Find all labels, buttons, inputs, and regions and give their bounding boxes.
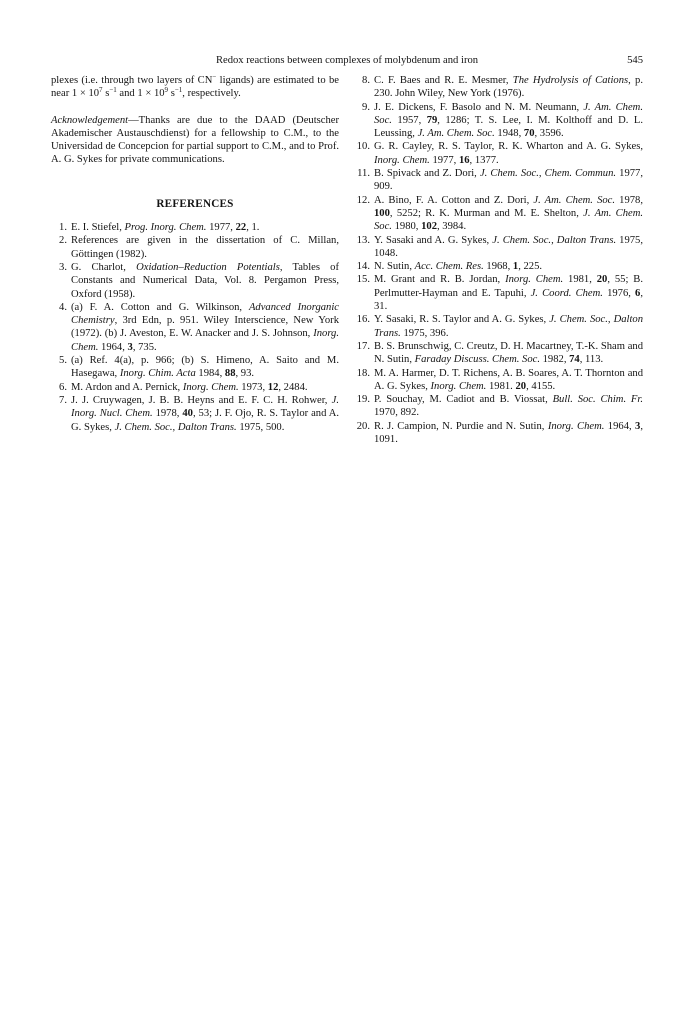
reference-item bbox=[353, 194, 643, 234]
text-run: 1976, bbox=[602, 287, 636, 299]
italic-text: Inorg. Chem. bbox=[505, 274, 564, 286]
text-run: 1981. bbox=[486, 380, 516, 392]
text-run: , 3rd Edn, p. 951. Wiley Interscience, New York (1972). (b) J. Aveston, E. W. Anacker and J. S. Johnson, bbox=[71, 315, 339, 340]
bold-text: 102 bbox=[421, 221, 437, 233]
text-run: and 1 × 10 bbox=[116, 88, 165, 100]
reference-number: 13. bbox=[356, 234, 370, 246]
reference-number: 5. bbox=[59, 355, 67, 367]
italic-text: Inorg. Chem. bbox=[182, 381, 239, 393]
text-run: M. Grant and R. B. Jordan, bbox=[374, 274, 506, 286]
text-run: 1975, 1048. bbox=[374, 234, 643, 259]
bold-text: 88 bbox=[224, 368, 236, 380]
italic-text: J. Coord. Chem. bbox=[530, 287, 603, 299]
superscript: 9 bbox=[164, 86, 169, 95]
left-column bbox=[51, 74, 339, 434]
bold-text: 100 bbox=[374, 207, 390, 219]
bold-text: 40 bbox=[182, 408, 193, 420]
italic-text: Bull. Soc. Chim. Fr. bbox=[552, 394, 643, 406]
text-run: M. A. Harmer, D. T. Richens, A. B. Soares, A. T. Thornton and A. G. Sykes, bbox=[374, 367, 643, 392]
reference-number: 9. bbox=[362, 101, 370, 113]
bold-text: 6 bbox=[635, 287, 641, 299]
acknowledgement-text: —Thanks are due to the DAAD (Deutscher Akademischer Austauschdienst) for a fellowship to C.M., to the Universidad de Concepcion for partial support to C.M., and to Prof. A. G. Sykes for private communications. bbox=[51, 114, 339, 166]
text-run: Y. Sasaki and A. G. Sykes, bbox=[374, 234, 493, 246]
italic-text: Inorg. Chem. bbox=[430, 380, 487, 392]
bold-text: 1 bbox=[512, 261, 519, 273]
text-run: M. Ardon and A. Pernick, bbox=[71, 381, 183, 393]
text-run: , 1. bbox=[246, 222, 260, 234]
text-run: 1978, bbox=[615, 194, 644, 206]
text-run: , 93. bbox=[235, 368, 255, 380]
text-run: R. J. Campion, N. Purdie and N. Sutin, bbox=[374, 420, 548, 432]
text-run: ligands) are estimated to be near 1 × 10 bbox=[51, 75, 339, 100]
italic-text: J. Chem. Soc., Dalton Trans. bbox=[374, 314, 644, 339]
reference-item bbox=[51, 381, 339, 394]
text-run: , 4155. bbox=[526, 380, 556, 392]
reference-item bbox=[353, 313, 643, 340]
italic-text: Inorg. Chim. Acta bbox=[119, 368, 196, 380]
reference-number: 19. bbox=[356, 394, 370, 406]
reference-number: 17. bbox=[356, 340, 370, 352]
reference-list-right bbox=[353, 74, 643, 446]
reference-number: 18. bbox=[356, 367, 370, 379]
italic-text: J. Inorg. Nucl. Chem. bbox=[71, 394, 339, 420]
continuation-paragraph bbox=[51, 74, 339, 101]
reference-item bbox=[51, 354, 339, 381]
text-run: E. I. Stiefel, bbox=[71, 222, 125, 234]
text-run: 1984, bbox=[195, 368, 225, 380]
reference-number: 20. bbox=[356, 420, 370, 432]
text-run: 1977, bbox=[206, 222, 236, 234]
running-title: Redox reactions between complexes of molybdenum and iron bbox=[215, 55, 479, 66]
bold-text: 3 bbox=[635, 420, 641, 432]
italic-text: Oxidation–Reduction Potentials bbox=[136, 261, 280, 273]
text-run: N. Sutin, bbox=[374, 261, 415, 273]
reference-number: 7. bbox=[59, 394, 67, 406]
reference-list-left bbox=[51, 221, 339, 434]
text-run: 1981, bbox=[563, 274, 597, 286]
text-run: J. J. Cruywagen, J. B. B. Heyns and E. F. C. H. Rohwer, bbox=[71, 394, 332, 406]
reference-item bbox=[51, 301, 339, 354]
bold-text: 20 bbox=[596, 274, 608, 286]
text-run: , respectively. bbox=[182, 88, 241, 100]
text-run: , 55; B. Perlmutter-Hayman and E. Tapuhi, bbox=[374, 274, 644, 299]
text-run: 1968, bbox=[483, 261, 513, 273]
reference-item bbox=[353, 74, 643, 101]
italic-text: J. Chem. Soc., Dalton Trans. bbox=[492, 234, 617, 246]
text-run: G. Charlot, bbox=[71, 261, 137, 273]
text-run: , 1091. bbox=[374, 420, 643, 446]
reference-number: 6. bbox=[59, 381, 67, 393]
right-column bbox=[353, 74, 643, 446]
text-run: , 2484. bbox=[278, 381, 308, 393]
italic-text: J. Am. Chem. Soc. bbox=[417, 128, 495, 140]
text-run: plexes (i.e. through two layers of CN bbox=[51, 75, 213, 86]
bold-text: 79 bbox=[426, 114, 438, 126]
text-run: 1964, bbox=[98, 341, 128, 353]
text-run: 1975, 396. bbox=[400, 327, 449, 339]
references-heading: REFERENCES bbox=[156, 197, 234, 210]
bold-text: 3 bbox=[127, 341, 133, 353]
italic-text: Inorg. Chem. bbox=[374, 154, 430, 166]
text-run: C. F. Baes and R. E. Mesmer, bbox=[374, 75, 513, 86]
italic-text: Prog. Inorg. Chem. bbox=[124, 222, 207, 234]
text-run: 1948, bbox=[494, 128, 524, 140]
reference-item bbox=[353, 101, 643, 141]
italic-text: J. Chem. Soc., Chem. Commun. bbox=[479, 168, 617, 180]
superscript: 7 bbox=[99, 86, 103, 95]
reference-item bbox=[51, 261, 339, 301]
bold-text: 20 bbox=[515, 380, 527, 392]
italic-text: J. Am. Chem. Soc. bbox=[374, 207, 643, 233]
text-run: (a) F. A. Cotton and G. Wilkinson, bbox=[71, 301, 249, 313]
reference-item bbox=[353, 234, 643, 261]
text-run: , 3596. bbox=[534, 128, 564, 140]
italic-text: Inorg. Chem. bbox=[547, 420, 605, 432]
superscript: −1 bbox=[109, 86, 117, 95]
text-run: , Tables of Constants and Numerical Data, Vol. 8. Pergamon Press, Oxford (1958). bbox=[71, 261, 339, 300]
reference-number: 15. bbox=[356, 274, 370, 286]
bold-text: 12 bbox=[267, 381, 279, 393]
reference-number: 2. bbox=[59, 235, 67, 247]
text-run: 1978, bbox=[152, 408, 183, 420]
reference-item bbox=[353, 420, 643, 447]
reference-item bbox=[353, 340, 643, 367]
page-number: 545 bbox=[627, 55, 643, 66]
reference-number: 4. bbox=[59, 301, 67, 313]
text-run: 1982, bbox=[539, 354, 570, 366]
reference-number: 12. bbox=[356, 194, 370, 206]
text-run: s bbox=[102, 88, 110, 100]
bold-text: 74 bbox=[569, 354, 580, 366]
reference-number: 3. bbox=[59, 261, 67, 273]
text-run: , p. 230. John Wiley, New York (1976). bbox=[374, 75, 643, 100]
text-run: (a) Ref. 4(a), p. 966; (b) S. Himeno, A. Saito and M. Hasegawa, bbox=[71, 355, 339, 380]
text-run: References are given in the dissertation of C. Millan, Göttingen (1982). bbox=[71, 235, 339, 260]
bold-text: 16 bbox=[458, 154, 470, 166]
text-run: s bbox=[168, 88, 175, 100]
italic-text: J. Am. Chem. Soc. bbox=[533, 194, 616, 206]
text-run: , 735. bbox=[132, 341, 157, 353]
reference-number: 11. bbox=[357, 168, 370, 180]
bold-text: 22 bbox=[235, 222, 247, 234]
text-run: , 225. bbox=[518, 261, 543, 273]
text-run: 1977, bbox=[429, 154, 459, 166]
reference-item bbox=[51, 394, 339, 434]
italic-text: Advanced Inorganic Chemistry bbox=[71, 301, 339, 327]
reference-number: 10. bbox=[356, 141, 370, 153]
text-run: , 1286; T. S. Lee, I. M. Kolthoff and D. L. Leussing, bbox=[374, 114, 643, 140]
reference-item bbox=[353, 367, 643, 394]
italic-text: Faraday Discuss. Chem. Soc. bbox=[414, 354, 540, 366]
text-run: P. Souchay, M. Cadiot and B. Viossat, bbox=[374, 394, 553, 406]
italic-text: J. Am. Chem. Soc. bbox=[374, 101, 643, 126]
reference-number: 16. bbox=[356, 314, 370, 326]
reference-item bbox=[353, 140, 643, 167]
text-run: B. Spivack and Z. Dori, bbox=[374, 168, 480, 180]
text-run: A. Bino, F. A. Cotton and Z. Dori, bbox=[374, 194, 534, 206]
text-run: , 5252; R. K. Murman and M. E. Shelton, bbox=[389, 207, 584, 219]
text-run: 1964, bbox=[604, 420, 636, 432]
reference-number: 8. bbox=[362, 75, 370, 86]
text-run: 1973, bbox=[238, 381, 268, 393]
superscript: − bbox=[212, 73, 217, 81]
reference-item bbox=[51, 234, 339, 261]
acknowledgement-label: Acknowledgement bbox=[51, 114, 129, 126]
text-run: 1975, 500. bbox=[236, 421, 285, 433]
text-run: G. R. Cayley, R. S. Taylor, R. K. Wharton and A. G. Sykes, bbox=[374, 141, 643, 153]
text-run: , 53; J. F. Ojo, R. S. Taylor and A. G. Sykes, bbox=[71, 408, 340, 433]
text-run: B. S. Brunschwig, C. Creutz, D. H. Macartney, T.-K. Sham and N. Sutin, bbox=[374, 340, 643, 366]
reference-item bbox=[353, 393, 643, 420]
text-run: , 3984. bbox=[436, 221, 467, 233]
text-run: 1957, bbox=[391, 114, 427, 126]
reference-item bbox=[353, 273, 643, 313]
superscript: −1 bbox=[174, 86, 183, 95]
text-run: , 113. bbox=[579, 354, 604, 366]
text-run: 1980, bbox=[391, 221, 422, 233]
text-run: 1977, 909. bbox=[374, 168, 643, 193]
text-run: , 1377. bbox=[469, 154, 499, 166]
reference-number: 1. bbox=[59, 222, 67, 234]
text-run: 1970, 892. bbox=[374, 407, 420, 419]
text-run: J. E. Dickens, F. Basolo and N. M. Neumann, bbox=[374, 101, 584, 113]
reference-number: 14. bbox=[356, 261, 370, 273]
italic-text: Inorg. Chem. bbox=[71, 328, 339, 353]
bold-text: 70 bbox=[523, 128, 535, 140]
reference-item bbox=[51, 221, 339, 234]
italic-text: J. Chem. Soc., Dalton Trans. bbox=[114, 421, 237, 433]
reference-item bbox=[353, 167, 643, 194]
text-run: , 31. bbox=[374, 287, 643, 313]
acknowledgement bbox=[51, 114, 339, 167]
italic-text: The Hydrolysis of Cations bbox=[512, 75, 629, 86]
reference-item bbox=[353, 260, 643, 273]
text-run: Y. Sasaki, R. S. Taylor and A. G. Sykes, bbox=[374, 314, 550, 326]
italic-text: Acc. Chem. Res. bbox=[414, 261, 484, 273]
